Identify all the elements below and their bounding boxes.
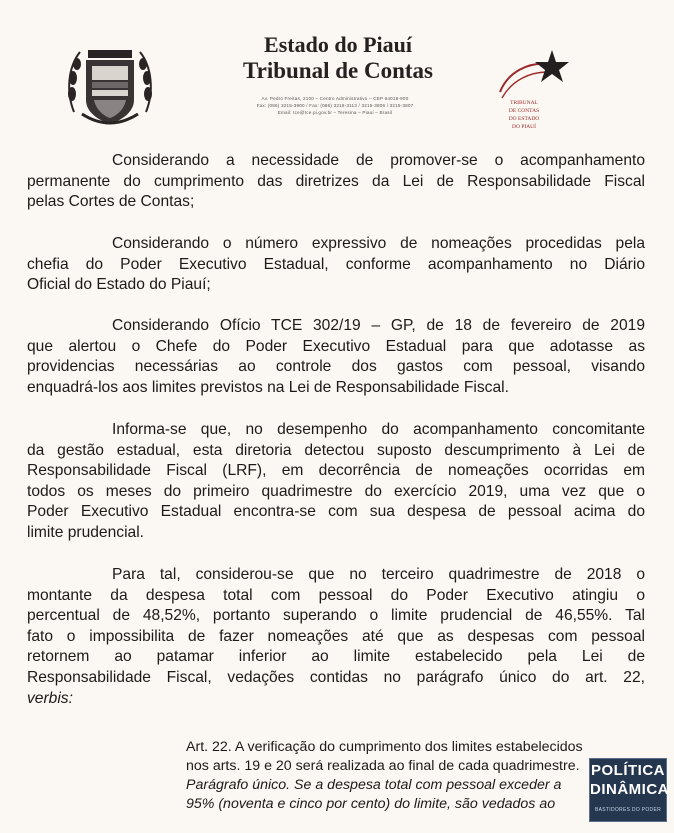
seal-text: DO PIAUÍ [512, 124, 536, 130]
watermark-line: DINÂMICA [590, 781, 669, 798]
paragraph-line: pelas Cortes de Contas; [27, 193, 195, 211]
paragraph-line: Responsabilidade Fiscal, vedações contidas no parágrafo único do art. 22, [27, 668, 645, 686]
paragraph-line: que alertou o Chefe do Poder Executivo Estadual para que adotasse as [27, 337, 645, 355]
paragraph-line: limite prudencial. [27, 523, 145, 541]
seal-text: DE CONTAS [508, 108, 540, 114]
watermark-tagline: BASTIDORES DO PODER [595, 807, 661, 813]
seal-text: TRIBUNAL [510, 100, 538, 106]
paragraph-line: Para tal, considerou-se que no terceiro quadrimestre de 2018 o [112, 566, 645, 583]
paragraph-line: percentual de 48,52%, portanto superando o limite prudencial de 46,55%. Tal [27, 607, 645, 625]
state-coat-of-arms-icon [64, 42, 156, 130]
paragraph-line: chefia do Poder Executivo Estadual, conforme acompanhamento no Diário [27, 255, 645, 273]
paragraph-line: verbis: [27, 689, 73, 707]
paragraph-line: Poder Executivo Estadual encontra-se com sua despesa de pessoal acima do [27, 503, 645, 521]
paragraph-line: permanente do cumprimento das diretrizes da Lei de Responsabilidade Fiscal [27, 172, 645, 190]
paragraph-line: enquadrá-los aos limites previstos na Lei de Responsabilidade Fiscal. [27, 378, 509, 396]
watermark-line: POLÍTICA [591, 762, 665, 779]
paragraph-considerando-1 [27, 151, 645, 213]
tribunal-star-logo-icon [494, 42, 580, 134]
politica-dinamica-watermark [589, 758, 667, 822]
paragraph-line: fato o impossibilita de fazer nomeações até que as despesas com pessoal [27, 627, 645, 645]
paragraph-line: providencias necessárias ao controle dos gastos com pessoal, visando [27, 358, 645, 376]
quote-line: nos arts. 19 e 20 será realizada ao final de cada quadrimestre. [186, 758, 580, 774]
paragraph-line: montante da despesa total com pessoal do Poder Executivo atingiu o [27, 586, 645, 604]
seal-text-lines [509, 100, 540, 130]
legal-quote-art-22 [186, 738, 583, 814]
paragraph-line: Considerando o número expressivo de nomeações procedidas pela [112, 235, 645, 252]
paragraph-line: Considerando Ofício TCE 302/19 – GP, de 18 de fevereiro de 2019 [112, 317, 645, 334]
paragraph-line: da gestão estadual, esta diretoria detectou suposto descumprimento à Lei de [27, 441, 645, 459]
quote-line: Art. 22. A verificação do cumprimento dos limites estabelecidos [186, 739, 583, 755]
paragraph-considerando-2 [27, 234, 645, 296]
paragraph-informa [27, 420, 645, 544]
paragraph-considerando-3 [27, 316, 645, 398]
header-title-state: Estado do Piauí [264, 32, 412, 57]
paragraph-para-tal [27, 565, 645, 709]
paragraph-line: Considerando a necessidade de promover-se o acompanhamento [112, 152, 645, 169]
header-address-line: Av. Pedro Freitas, 2100 – Centro Administrativo – CEP 64018-900 [261, 96, 409, 101]
header-address-line: Email: tce@tce.pi.gov.br – Teresina – Piauí – Brasil [277, 110, 393, 115]
header-title-court: Tribunal de Contas [242, 58, 433, 83]
paragraph-line: retornem ao patamar inferior ao limite estabelecido pela Lei de [27, 648, 645, 666]
seal-text: DO ESTADO [508, 116, 540, 122]
paragraph-line: Responsabilidade Fiscal (LRF), em decorrência de nomeações ocorridas em [27, 462, 645, 480]
quote-line: 95% (noventa e cinco por cento) do limite, são vedados ao [186, 796, 556, 812]
quote-line: Parágrafo único. Se a despesa total com pessoal exceder a [186, 777, 562, 793]
paragraph-line: Oficial do Estado do Piauí; [27, 276, 211, 294]
paragraph-line: Informa-se que, no desempenho do acompanhamento concomitante [112, 421, 645, 438]
paragraph-line: todos os meses do primeiro quadrimestre do exercício 2019, uma vez que o [27, 482, 645, 500]
header-address-line: Fax: (086) 3215-3900 / Fax: (086) 3218-3113 / 3215-3806 / 3215-3807 [256, 103, 414, 108]
